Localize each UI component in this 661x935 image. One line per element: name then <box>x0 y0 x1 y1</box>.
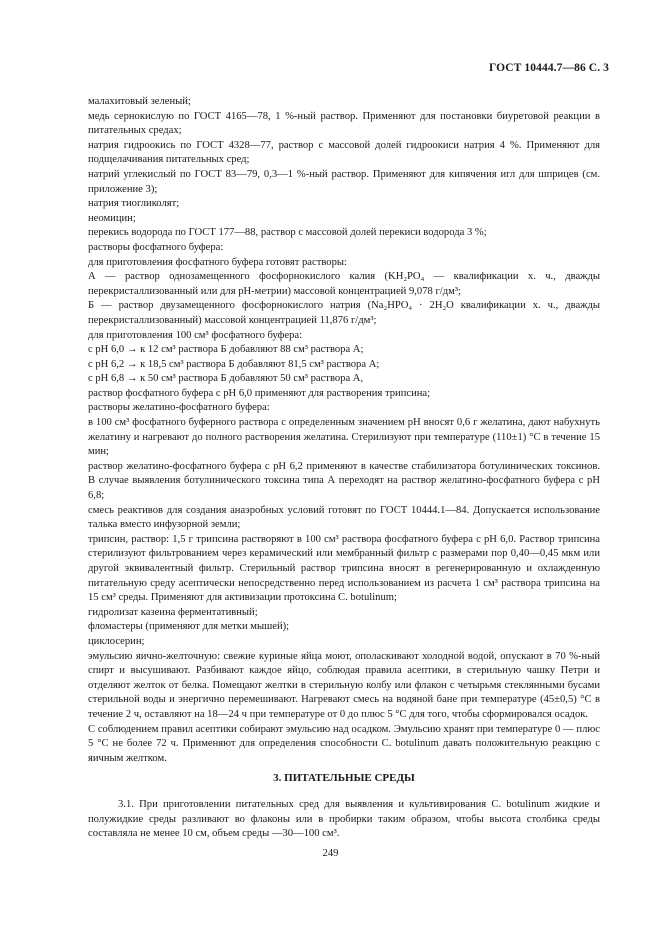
body-paragraph: для приготовления 100 см³ фосфатного буфера: <box>88 329 303 341</box>
body-paragraph: медь сернокислую по ГОСТ 4165—78, 1 %-ный раствор. Применяют для постановки биуретовой реакции в питательных средах; <box>88 110 600 137</box>
body-paragraph: гидролизат казеина ферментативный; <box>88 606 258 618</box>
body-paragraph: натрия тиогликолят; <box>88 198 180 210</box>
page-header: ГОСТ 10444.7—86 С. 3 <box>488 62 609 74</box>
body-paragraph: раствор желатино-фосфатного буфера с рН 6,2 применяют в качестве стабилизатора ботулинических токсинов. В случае выявления ботулинического токсина типа А переходят на раствор желатино-фосфатного буфера с рН 6,8; <box>88 460 600 502</box>
body-paragraph: циклосерин; <box>88 635 145 647</box>
body-paragraph: для приготовления фосфатного буфера готовят растворы: <box>88 256 347 268</box>
body-paragraph: перекись водорода по ГОСТ 177—88, раствор с массовой долей перекиси водорода 3 %; <box>88 227 487 239</box>
section-paragraph-text: 3.1. При приготовлении питательных сред для выявления и культивирования C. botulinum жидкие и полужидкие среды разливают во флаконы или в пробирки таким образом, чтобы высота столбика среды составляла не менее 10 см, объем среды —30—100 см³. <box>88 799 600 840</box>
section-paragraph <box>88 798 600 842</box>
document-body <box>88 95 600 766</box>
body-paragraph: трипсин, раствор: 1,5 г трипсина растворяют в 100 см³ раствора фосфатного буфера с рН 6,0. Раствор трипсина стерилизуют фильтрованием через керамический или мембранный фильтр с размерами пор 0,40—0,45 мкм или другой эквивалентный фильтр. Стерильный раствор трипсина вносят в регенерированную и охлажденную питательную среду асептически непосредственно перед использованием из расчета 1 см³ раствора трипсина на 15 см³ среды. Применяют для активизации протоксина C. botulinum; <box>88 533 600 604</box>
body-paragraph: с рН 6,0 → к 12 см³ раствора Б добавляют 88 см³ раствора А; <box>88 344 364 356</box>
body-paragraph: в 100 см³ фосфатного буферного раствора с определенным значением рН вносят 0,6 г желатина, дают набухнуть желатину и нагревают до полного растворения желатина. Стерилизуют при температуре (110±1) °С в течение 15 мин; <box>88 417 600 458</box>
body-paragraph: растворы желатино-фосфатного буфера: <box>88 402 270 414</box>
body-paragraph: с рН 6,8 → к 50 см³ раствора Б добавляют 50 см³ раствора А, <box>88 373 364 385</box>
body-paragraph: Б — раствор двузамещенного фосфорнокислого натрия (Na₂HPO₄ · 2H₂O квалификации х. ч., дважды перекристаллизованный) массовой концентрацией 11,876 г/дм³; <box>88 300 600 326</box>
body-paragraph: малахитовый зеленый; <box>88 96 191 107</box>
body-paragraph: А — раствор однозамещенного фосфорнокислого калия (KH₂PO₄ — квалификации х. ч., дважды перекристаллизованный или для рН-метрии) массовой концентрацией 9,078 г/дм³; <box>88 271 600 297</box>
body-paragraph: смесь реактивов для создания анаэробных условий готовят по ГОСТ 10444.1—84. Допускается использование талька вместо инфузорной земли; <box>88 504 600 531</box>
body-paragraph: с рН 6,2 → к 18,5 см³ раствора Б добавляют 81,5 см³ раствора А; <box>88 358 380 370</box>
body-paragraph: эмульсию яично-желточную: свежие куриные яйца моют, ополаскивают холодной водой, опускают в 70 %-ный спирт и высушивают. Разбивают каждое яйцо, соблюдая правила асептики, в стерильную чашку Петри и отделяют желток от белка. Помещают желтки в стерильную колбу или флакон с четырьмя стеклянными бусами стерильной воды и энергично перемешивают. Нагревают смесь на водяной бане при температуре (45±0,5) °С в течение 2 ч, оставляют на 18—24 ч при температуре от 0 до плюс 5 °С для того, чтобы сформировался осадок. <box>88 650 600 720</box>
body-paragraph: фломастеры (применяют для метки мышей); <box>88 621 290 633</box>
body-paragraph: растворы фосфатного буфера: <box>88 241 224 253</box>
body-paragraph: натрия гидроокись по ГОСТ 4328—77, раствор с массовой долей гидроокиси натрия 4 %. Применяют для подщелачивания питательных сред; <box>88 139 600 166</box>
section-title: 3. ПИТАТЕЛЬНЫЕ СРЕДЫ <box>273 772 415 784</box>
body-paragraph: натрий углекислый по ГОСТ 83—79, 0,3—1 %-ный раствор. Применяют для кипячения игл для шприцев (см. приложение 3); <box>88 168 600 195</box>
body-paragraph: раствор фосфатного буфера с рН 6,0 применяют для растворения трипсина; <box>88 387 431 399</box>
body-paragraph: неомицин; <box>88 212 136 224</box>
page-number: 249 <box>322 848 339 859</box>
body-paragraph: С соблюдением правил асептики собирают эмульсию над осадком. Эмульсию хранят при температуре 0 — плюс 5 °С не более 72 ч. Применяют для определения способности C. botulinum давать положительную реакцию с яичным желтком. <box>88 723 600 764</box>
